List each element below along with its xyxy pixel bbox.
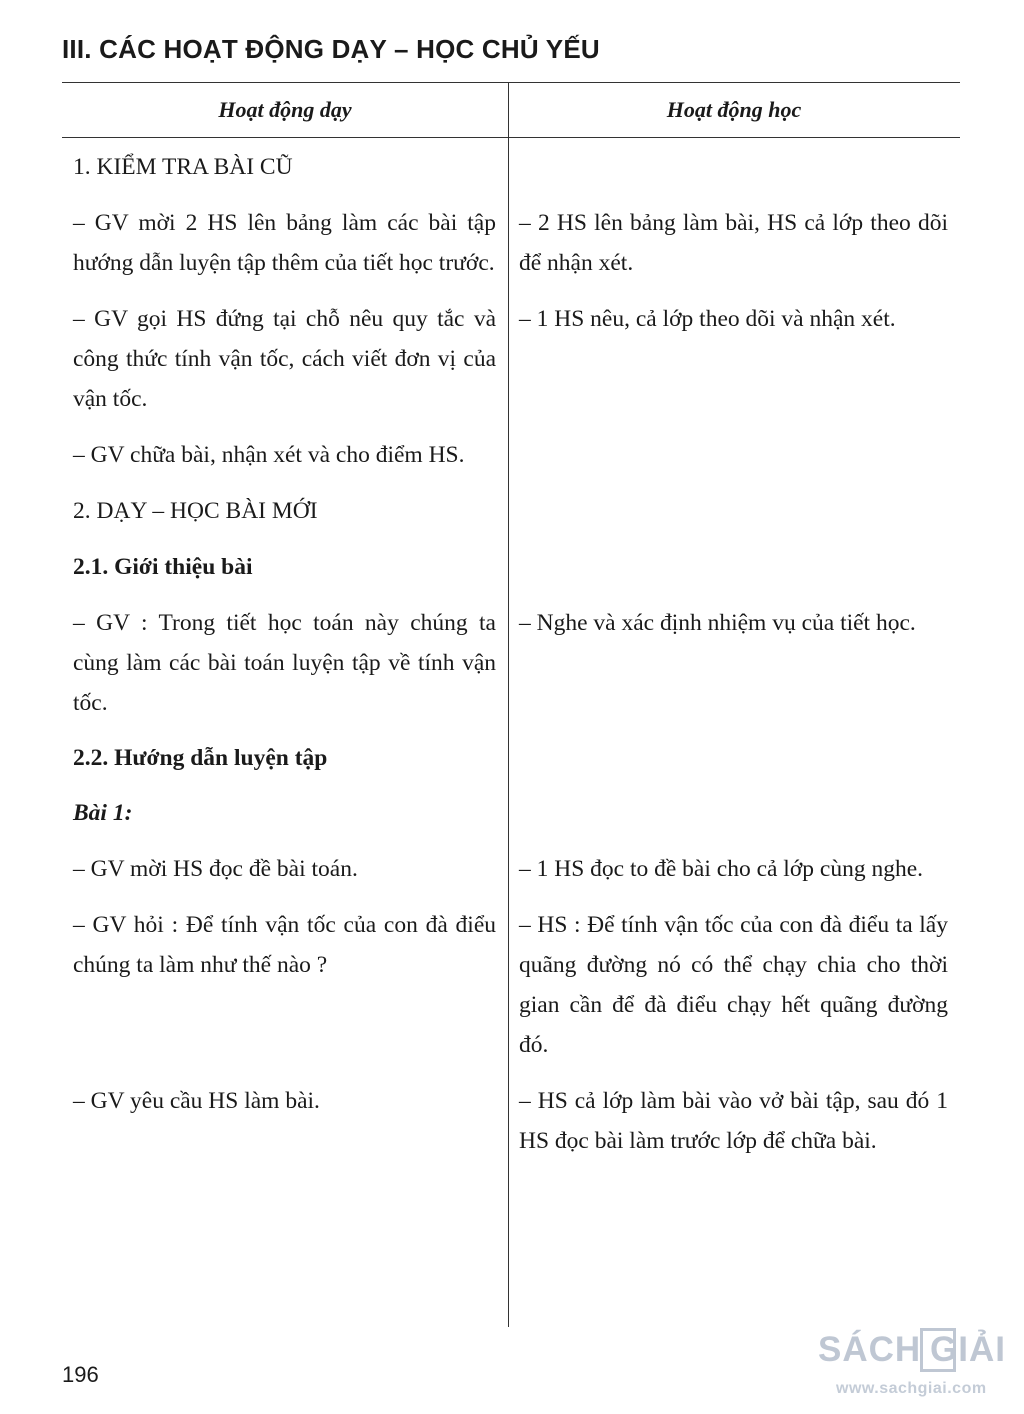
- student-cell: [508, 435, 960, 475]
- student-cell: – Nghe và xác định nhiệm vụ của tiết học.: [519, 610, 916, 636]
- teacher-cell: 2.2. Hướng dẫn luyện tập: [73, 745, 328, 771]
- teacher-cell: 2.1. Giới thiệu bài: [73, 554, 253, 580]
- table-header-row: [62, 83, 960, 138]
- watermark-brand-left: SÁCH: [818, 1330, 922, 1369]
- watermark-brand-right: GIẢI: [930, 1330, 1006, 1369]
- teacher-cell: – GV yêu cầu HS làm bài.: [73, 1088, 320, 1114]
- table-row: [62, 738, 960, 778]
- table-row: [62, 203, 960, 283]
- teacher-cell: – GV mời HS đọc đề bài toán.: [73, 856, 358, 882]
- teacher-cell: 1. KIỂM TRA BÀI CŨ: [73, 154, 293, 180]
- header-teaching-activities: Hoạt động dạy: [218, 97, 352, 122]
- student-cell: – 2 HS lên bảng làm bài, HS cả lớp theo dõi để nhận xét.: [519, 210, 948, 276]
- table-row: [62, 793, 960, 833]
- section-heading: III. CÁC HOẠT ĐỘNG DẠY – HỌC CHỦ YẾU: [62, 34, 600, 64]
- table-row: [62, 491, 960, 531]
- table-row: [62, 299, 960, 419]
- teacher-cell: – GV hỏi : Để tính vận tốc của con đà điểu chúng ta làm như thế nào ?: [73, 912, 496, 978]
- teacher-cell: – GV : Trong tiết học toán này chúng ta cùng làm các bài toán luyện tập về tính vận tốc.: [73, 610, 496, 716]
- teacher-cell: – GV mời 2 HS lên bảng làm các bài tập hướng dẫn luyện tập thêm của tiết học trước.: [73, 210, 496, 276]
- table-row: [62, 603, 960, 723]
- student-cell: [508, 793, 960, 833]
- table-row: [62, 849, 960, 889]
- student-cell: – HS cả lớp làm bài vào vở bài tập, sau đó 1 HS đọc bài làm trước lớp để chữa bài.: [519, 1088, 948, 1154]
- student-cell: – 1 HS nêu, cả lớp theo dõi và nhận xét.: [519, 306, 896, 332]
- student-cell: [508, 491, 960, 531]
- table-row: [62, 547, 960, 587]
- table-row: [62, 147, 960, 187]
- teacher-cell: – GV gọi HS đứng tại chỗ nêu quy tắc và công thức tính vận tốc, cách viết đơn vị của vận tốc.: [73, 306, 496, 412]
- table-row: [62, 905, 960, 1065]
- teacher-cell: – GV chữa bài, nhận xét và cho điểm HS.: [73, 442, 465, 468]
- table-row: [62, 435, 960, 475]
- header-learning-activities: Hoạt động học: [666, 97, 802, 122]
- activities-table: [62, 82, 960, 1161]
- student-cell: [508, 738, 960, 778]
- student-cell: – HS : Để tính vận tốc của con đà điểu ta lấy quãng đường nó có thể chạy chia cho thời gian cần để đà điểu chạy hết quãng đường đó.: [519, 912, 948, 1058]
- page-number: 196: [62, 1362, 99, 1387]
- student-cell: [508, 547, 960, 587]
- student-cell: [508, 147, 960, 187]
- table-row: [62, 1081, 960, 1161]
- teacher-cell: Bài 1:: [73, 800, 133, 826]
- column-divider: [508, 82, 509, 1327]
- watermark-logo: [818, 1330, 1018, 1410]
- teacher-cell: 2. DẠY – HỌC BÀI MỚI: [73, 498, 318, 524]
- watermark-url: www.sachgiai.com: [836, 1380, 987, 1397]
- student-cell: – 1 HS đọc to đề bài cho cả lớp cùng nghe.: [519, 856, 923, 882]
